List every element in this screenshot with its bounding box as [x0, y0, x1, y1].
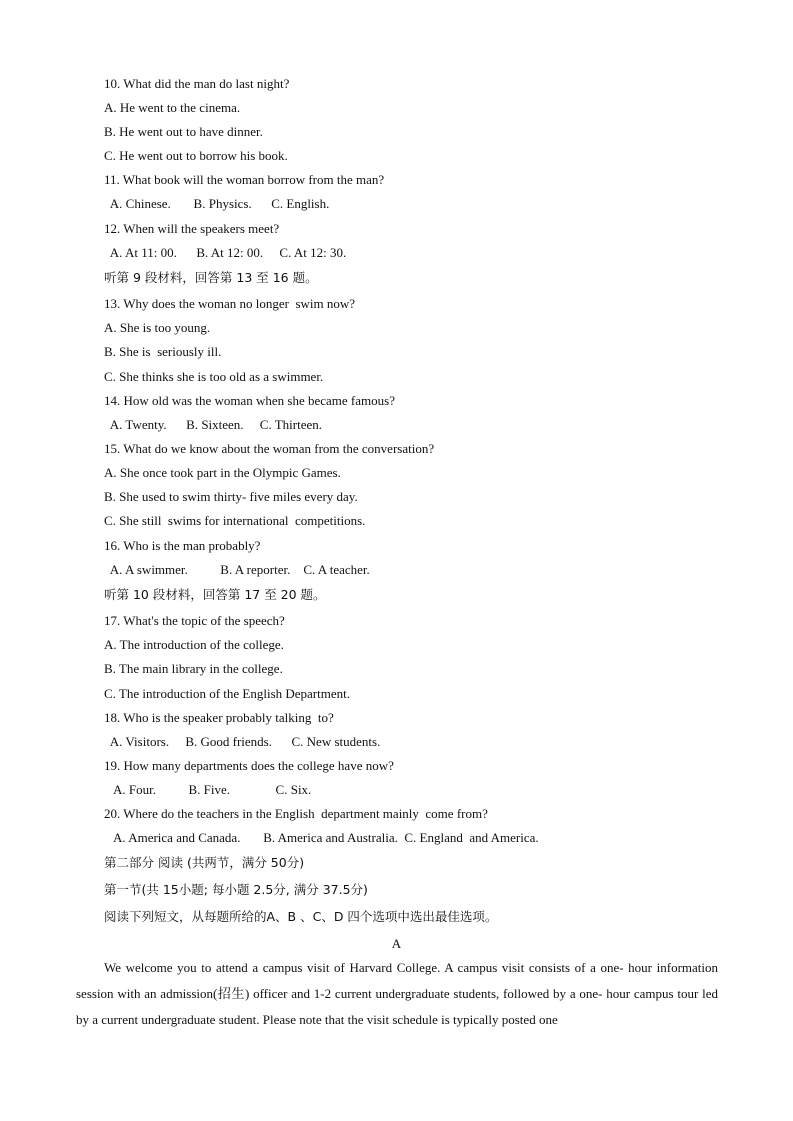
option-10b: B. He went out to have dinner.: [104, 124, 263, 139]
question-19: 19. How many departments does the college have now?: [104, 758, 394, 773]
passage-letter: A: [391, 936, 402, 951]
passage-text: We welcome you to attend a campus visit of Harvard College. A campus visit consists of a one- hour information session with an admission(招生) officer and 1-2 current undergraduate students, followed by a one- hour campus tour led by a current undergraduate student. Please note that the visit schedule is typically posted one: [76, 960, 718, 1027]
option-17b: B. The main library in the college.: [104, 661, 283, 676]
option-15c: C. She still swims for international competitions.: [104, 513, 366, 528]
option-13c: C. She thinks she is too old as a swimmer.: [104, 369, 324, 384]
section-heading-10: 听第 10 段材料，回答第 17 至 20 题。: [104, 587, 326, 602]
option-13b: B. She is seriously ill.: [104, 344, 222, 359]
options-20: A. America and Canada. B. America and Australia. C. England and America.: [104, 830, 539, 845]
question-20: 20. Where do the teachers in the English department mainly come from?: [104, 806, 488, 821]
question-14: 14. How old was the woman when she became famous?: [104, 393, 395, 408]
section-heading-9: 听第 9 段材料，回答第 13 至 16 题。: [104, 270, 318, 285]
part-two-heading: 第二部分 阅读 (共两节，满分 50分): [104, 855, 305, 870]
options-19: A. Four. B. Five. C. Six.: [104, 782, 312, 797]
option-17a: A. The introduction of the college.: [104, 637, 284, 652]
option-15a: A. She once took part in the Olympic Games.: [104, 465, 341, 480]
question-15: 15. What do we know about the woman from the conversation?: [104, 441, 435, 456]
question-16: 16. Who is the man probably?: [104, 538, 261, 553]
option-13a: A. She is too young.: [104, 320, 211, 335]
options-16: A. A swimmer. B. A reporter. C. A teacher.: [104, 562, 370, 577]
option-10c: C. He went out to borrow his book.: [104, 148, 288, 163]
options-12: A. At 11: 00. B. At 12: 00. C. At 12: 30.: [104, 245, 347, 260]
options-14: A. Twenty. B. Sixteen. C. Thirteen.: [104, 417, 323, 432]
options-11: A. Chinese. B. Physics. C. English.: [104, 196, 330, 211]
question-11: 11. What book will the woman borrow from the man?: [104, 172, 385, 187]
question-12: 12. When will the speakers meet?: [104, 221, 280, 236]
question-18: 18. Who is the speaker probably talking to?: [104, 710, 334, 725]
options-18: A. Visitors. B. Good friends. C. New students.: [104, 734, 381, 749]
reading-instructions: 阅读下列短文，从每题所给的A、B 、C、D 四个选项中选出最佳选项。: [104, 909, 498, 924]
question-13: 13. Why does the woman no longer swim now?: [104, 296, 356, 311]
section-one-heading: 第一节(共 15小题; 每小题 2.5分, 满分 37.5分): [104, 882, 368, 897]
option-17c: C. The introduction of the English Department.: [104, 686, 350, 701]
passage-paragraph: [76, 955, 718, 1033]
question-10: 10. What did the man do last night?: [104, 76, 290, 91]
option-15b: B. She used to swim thirty- five miles every day.: [104, 489, 358, 504]
question-17: 17. What's the topic of the speech?: [104, 613, 285, 628]
option-10a: A. He went to the cinema.: [104, 100, 241, 115]
